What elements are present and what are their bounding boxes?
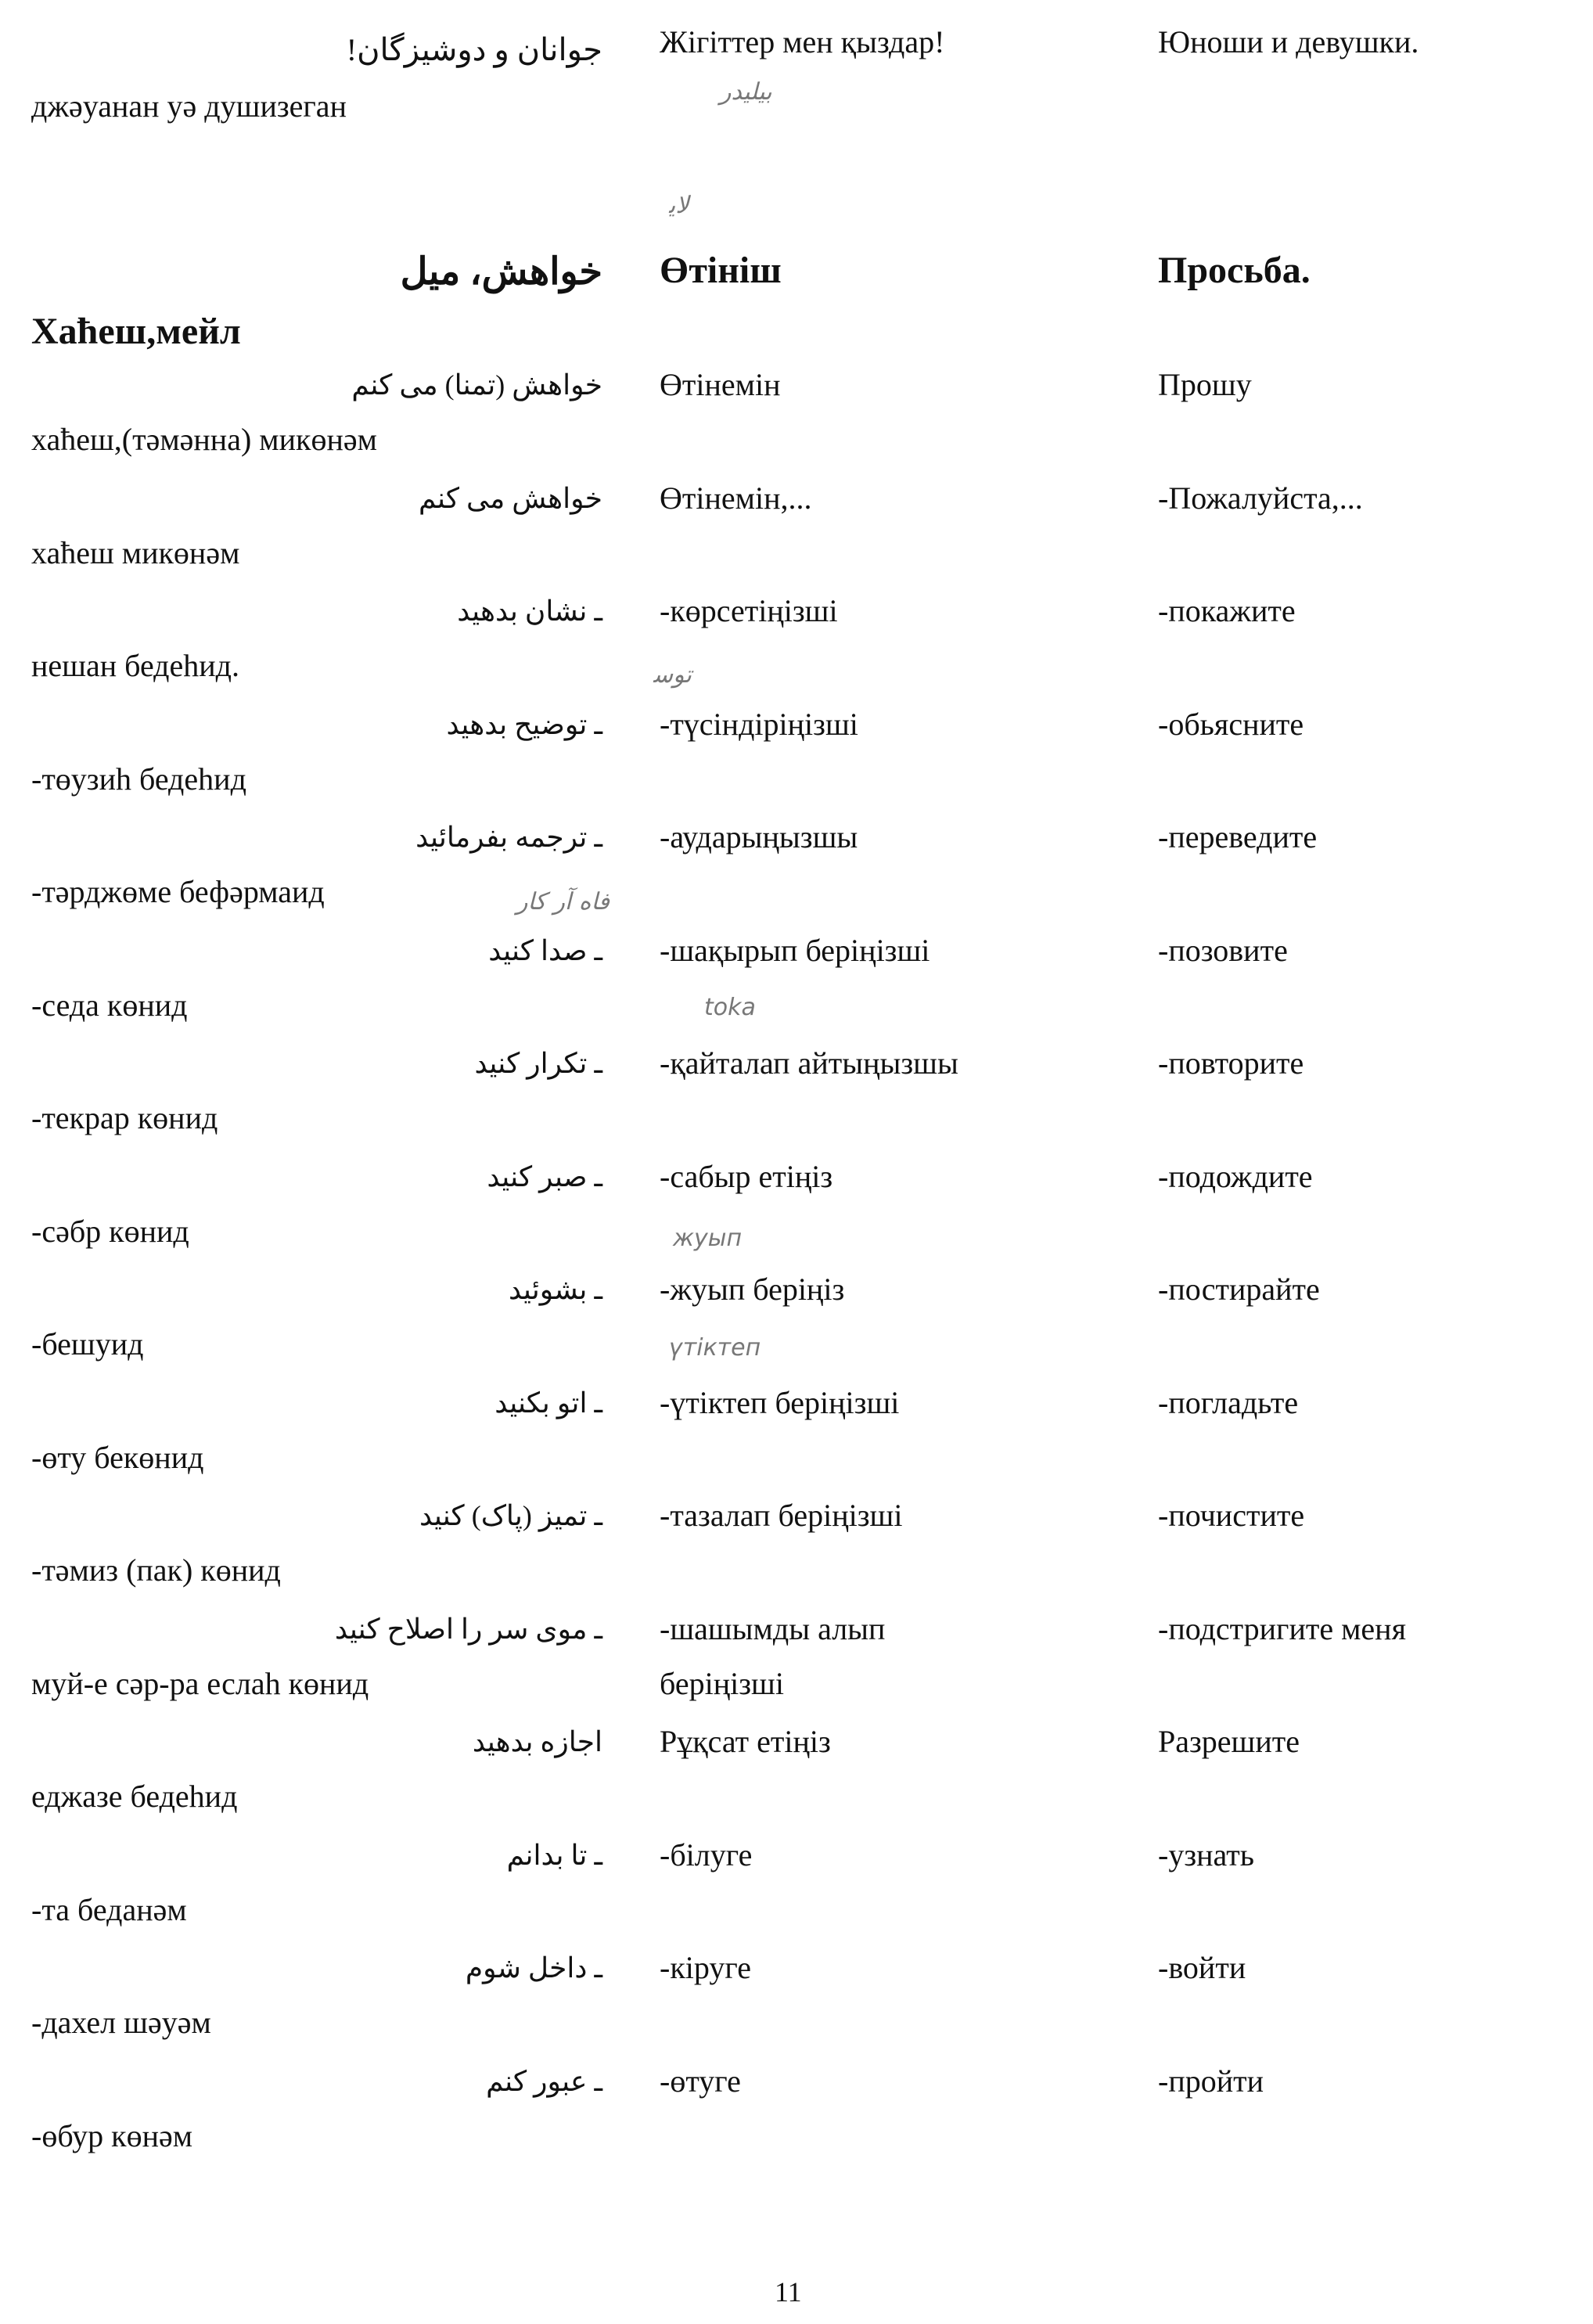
phrase-kazakh-cont: беріңізші	[660, 1666, 784, 1701]
phrase-farsi: ـ عبور کنم	[486, 2066, 602, 2097]
phrase-kazakh: Рұқсат етіңіз	[660, 1724, 831, 1759]
phrase-farsi: خواهش (تمنا) می کنم	[351, 369, 602, 401]
phrase-farsi: ـ صبر کنید	[487, 1161, 602, 1193]
phrase-farsi: ـ تا بدانم	[506, 1840, 602, 1871]
handwritten-note: үтіктеп	[669, 1334, 761, 1362]
phrase-transliteration: -төузиһ бедеһид	[31, 761, 246, 797]
phrase-russian: -постирайте	[1158, 1272, 1320, 1307]
phrase-kazakh: Өтінемін	[660, 367, 781, 402]
phrase-farsi: ـ تمیز (پاک) کنید	[419, 1500, 602, 1531]
phrase-russian: -войти	[1158, 1950, 1246, 1985]
phrase-farsi: ـ بشوئید	[508, 1274, 602, 1305]
phrase-transliteration: -тәмиз (пак) көнид	[31, 1552, 281, 1588]
handwritten-mark: ﺑﻴﻠﻴﺪﺭ	[720, 78, 772, 106]
phrase-transliteration: -та беданәм	[31, 1892, 187, 1927]
phrase-farsi: ـ توضیح بدهید	[446, 709, 602, 740]
section-russian: Просьба.	[1158, 250, 1311, 291]
phrase-transliteration: хаћеш микөнәм	[31, 535, 240, 570]
header-kazakh: Жігіттер мен қыздар!	[660, 24, 945, 59]
page-number: 11	[775, 2276, 802, 2308]
phrase-transliteration: -дахел шәуәм	[31, 2005, 211, 2040]
phrase-transliteration: -седа көнид	[31, 988, 188, 1023]
phrase-transliteration: -тәрджөме бефәрмаид	[31, 874, 325, 909]
phrase-russian: -обьясните	[1158, 707, 1304, 742]
phrase-transliteration: -өбур көнәм	[31, 2118, 193, 2153]
phrase-transliteration: -сәбр көнид	[31, 1214, 189, 1249]
phrase-transliteration: еджазе бедеһид	[31, 1779, 238, 1814]
handwritten-mark: ﻻﻳ	[669, 192, 689, 219]
section-transliteration: Хаћеш,мейл	[31, 311, 241, 352]
handwritten-mark: toka	[704, 994, 756, 1021]
section-farsi: خواهش، میل	[400, 251, 602, 293]
phrase-transliteration: -өту бекөнид	[31, 1440, 204, 1475]
phrase-kazakh: -көрсетіңізші	[660, 593, 838, 628]
phrase-russian: -пройти	[1158, 2063, 1264, 2099]
header-farsi: جوانان و دوشیزگان!	[346, 32, 602, 67]
phrase-russian: -погладьте	[1158, 1385, 1299, 1420]
phrase-kazakh: -қайталап айтыңызшы	[660, 1045, 958, 1081]
phrase-farsi: خواهش می کنم	[419, 483, 602, 514]
phrase-kazakh: -тазалап беріңізші	[660, 1498, 903, 1533]
phrase-farsi: ـ تکرار کنید	[474, 1048, 602, 1079]
phrase-kazakh: -сабыр етіңіз	[660, 1159, 833, 1194]
phrase-russian: -подождите	[1158, 1159, 1313, 1194]
header-russian: Юноши и девушки.	[1158, 24, 1419, 59]
phrase-kazakh: -білуге	[660, 1837, 753, 1873]
phrase-farsi: ـ نشان بدهید	[457, 595, 602, 627]
phrase-farsi: ـ موی سر را اصلاح کنید	[334, 1613, 602, 1645]
phrase-russian: -переведите	[1158, 819, 1318, 854]
phrase-kazakh: -шақырып беріңізші	[660, 933, 930, 968]
phrase-farsi: ـ صدا کنید	[488, 935, 602, 966]
phrase-russian: Прошу	[1158, 367, 1252, 402]
phrase-russian: -повторите	[1158, 1045, 1304, 1081]
phrase-kazakh: Өтінемін,...	[660, 480, 812, 516]
phrase-farsi: ـ داخل شوم	[465, 1952, 602, 1984]
phrase-russian: -покажите	[1158, 593, 1296, 628]
phrase-kazakh: -кіруге	[660, 1950, 751, 1985]
phrase-farsi: ـ اتو بکنید	[494, 1387, 602, 1419]
section-kazakh: Өтініш	[660, 250, 782, 291]
phrase-kazakh: -үтіктеп беріңізші	[660, 1385, 900, 1420]
phrase-transliteration: -текрар көнид	[31, 1100, 218, 1135]
phrase-transliteration: хаћеш,(тәмәнна) микөнәм	[31, 422, 377, 457]
phrase-transliteration: нешан бедеһид.	[31, 648, 240, 683]
handwritten-mark: ﺗﻮﺳ	[653, 661, 692, 689]
phrase-russian: Разрешите	[1158, 1724, 1300, 1759]
phrase-kazakh: -жуып беріңіз	[660, 1272, 845, 1307]
handwritten-note: жуып	[673, 1225, 743, 1252]
phrase-russian: -подстригите меня	[1158, 1611, 1406, 1646]
handwritten-mark: ﻓﺎﻩ ﺁﺭ ﻛﺎﺭ	[516, 888, 610, 916]
phrase-russian: -Пожалуйста,...	[1158, 480, 1363, 516]
phrase-transliteration: муй-е сәр-ра еслаһ көнид	[31, 1666, 369, 1701]
header-transliteration: джәуанан уә душизеган	[31, 88, 347, 124]
phrase-kazakh: -өтуге	[660, 2063, 741, 2099]
phrase-kazakh: -шашымды алып	[660, 1611, 886, 1646]
phrase-russian: -позовите	[1158, 933, 1288, 968]
phrase-kazakh: -түсіндіріңізші	[660, 707, 858, 742]
phrase-farsi: ـ ترجمه بفرمائید	[415, 822, 602, 853]
phrase-russian: -узнать	[1158, 1837, 1254, 1873]
phrase-russian: -почистите	[1158, 1498, 1305, 1533]
phrase-transliteration: -бешуид	[31, 1326, 144, 1362]
phrase-farsi: اجازه بدهید	[472, 1726, 602, 1757]
phrase-kazakh: -аударыңызшы	[660, 819, 858, 854]
